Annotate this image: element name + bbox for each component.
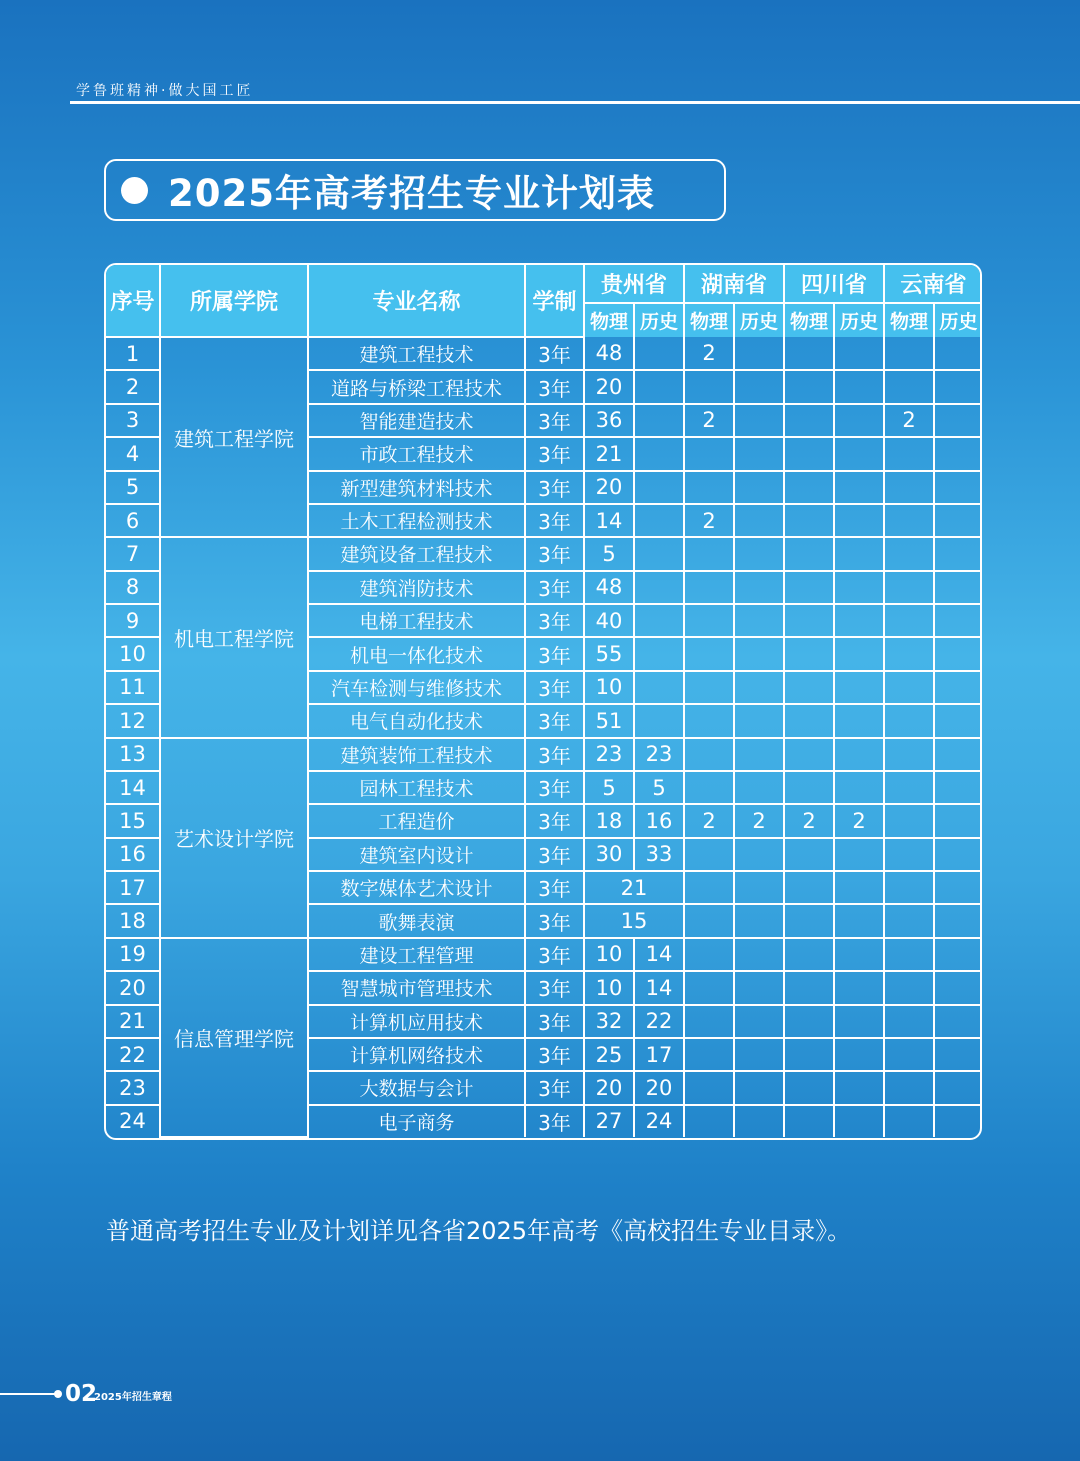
cell-yn_ls	[934, 337, 982, 370]
cell-hn_ls	[734, 1105, 784, 1137]
cell-duration: 3年	[525, 571, 584, 604]
cell-hn_wl	[684, 738, 734, 771]
cell-guizhou-history: 14	[634, 971, 684, 1004]
cell-guizhou-physics: 48	[584, 571, 634, 604]
cell-major: 建设工程管理	[308, 938, 525, 971]
cell-hn_ls	[734, 704, 784, 737]
cell-yn_ls	[934, 804, 982, 837]
cell-sc_ls	[834, 1038, 884, 1071]
cell-sc_wl	[784, 771, 834, 804]
cell-hn_wl	[684, 771, 734, 804]
cell-major: 电气自动化技术	[308, 704, 525, 737]
cell-sc_wl	[784, 971, 834, 1004]
bullet-dot-icon	[121, 177, 148, 204]
cell-duration: 3年	[525, 704, 584, 737]
cell-guizhou-history: 24	[634, 1105, 684, 1137]
cell-sc_wl	[784, 571, 834, 604]
cell-yn_ls	[934, 704, 982, 737]
header-divider	[70, 101, 1080, 104]
cell-hn_wl: 2	[684, 804, 734, 837]
cell-sc_ls	[834, 871, 884, 904]
cell-yn_ls	[934, 637, 982, 670]
cell-seq: 22	[106, 1038, 160, 1071]
cell-guizhou-physics: 5	[584, 771, 634, 804]
cell-yn_wl	[884, 471, 934, 504]
cell-major: 智能建造技术	[308, 404, 525, 437]
cell-major: 建筑消防技术	[308, 571, 525, 604]
cell-major: 电子商务	[308, 1105, 525, 1137]
page-title: 2025年高考招生专业计划表	[168, 172, 655, 215]
cell-yn_ls	[934, 771, 982, 804]
cell-hn_wl	[684, 637, 734, 670]
cell-sc_wl	[784, 337, 834, 370]
cell-college: 信息管理学院	[160, 938, 308, 1137]
cell-hn_ls	[734, 370, 784, 403]
cell-guizhou-physics: 20	[584, 1071, 634, 1104]
cell-guizhou-physics: 20	[584, 370, 634, 403]
cell-guizhou-physics: 27	[584, 1105, 634, 1137]
cell-duration: 3年	[525, 504, 584, 537]
cell-major: 机电一体化技术	[308, 637, 525, 670]
cell-guizhou-history	[634, 637, 684, 670]
cell-hn_ls	[734, 1005, 784, 1038]
cell-sc_wl	[784, 838, 834, 871]
cell-major: 数字媒体艺术设计	[308, 871, 525, 904]
header-province-yunnan: 云南省	[884, 265, 982, 303]
cell-major: 工程造价	[308, 804, 525, 837]
cell-major: 道路与桥梁工程技术	[308, 370, 525, 403]
cell-sc_wl	[784, 738, 834, 771]
cell-yn_wl	[884, 938, 934, 971]
cell-hn_wl: 2	[684, 404, 734, 437]
cell-hn_ls	[734, 1071, 784, 1104]
cell-yn_ls	[934, 504, 982, 537]
cell-yn_wl	[884, 637, 934, 670]
cell-seq: 5	[106, 471, 160, 504]
cell-yn_wl	[884, 370, 934, 403]
cell-yn_ls	[934, 471, 982, 504]
cell-hn_wl	[684, 571, 734, 604]
cell-duration: 3年	[525, 671, 584, 704]
cell-yn_wl	[884, 504, 934, 537]
footnote: 普通高考招生专业及计划详见各省2025年高考《高校招生专业目录》。	[106, 1217, 852, 1245]
enrollment-plan-table-container	[104, 263, 982, 1140]
cell-seq: 6	[106, 504, 160, 537]
cell-guizhou-physics: 40	[584, 604, 634, 637]
cell-guizhou-history	[634, 370, 684, 403]
cell-seq: 11	[106, 671, 160, 704]
cell-yn_ls	[934, 537, 982, 570]
cell-guizhou-history	[634, 704, 684, 737]
cell-sc_ls: 2	[834, 804, 884, 837]
cell-seq: 10	[106, 637, 160, 670]
cell-seq: 24	[106, 1105, 160, 1137]
cell-seq: 15	[106, 804, 160, 837]
cell-sc_wl	[784, 871, 834, 904]
cell-sc_ls	[834, 504, 884, 537]
cell-sc_ls	[834, 571, 884, 604]
cell-yn_ls	[934, 604, 982, 637]
cell-yn_ls	[934, 404, 982, 437]
cell-sc_ls	[834, 704, 884, 737]
cell-duration: 3年	[525, 537, 584, 570]
cell-sc_ls	[834, 404, 884, 437]
cell-duration: 3年	[525, 1105, 584, 1137]
cell-guizhou-history	[634, 604, 684, 637]
cell-guizhou-history	[634, 671, 684, 704]
header-major: 专业名称	[308, 265, 525, 337]
cell-yn_ls	[934, 871, 982, 904]
cell-guizhou-physics: 18	[584, 804, 634, 837]
header-province-sichuan: 四川省	[784, 265, 884, 303]
table-row	[106, 537, 982, 570]
cell-sc_ls	[834, 738, 884, 771]
cell-guizhou-physics: 51	[584, 704, 634, 737]
cell-sc_ls	[834, 471, 884, 504]
cell-seq: 13	[106, 738, 160, 771]
cell-sc_wl	[784, 938, 834, 971]
cell-major: 市政工程技术	[308, 437, 525, 470]
cell-seq: 16	[106, 838, 160, 871]
cell-hn_ls	[734, 337, 784, 370]
table-row	[106, 337, 982, 370]
cell-yn_ls	[934, 1105, 982, 1137]
cell-major: 歌舞表演	[308, 904, 525, 937]
header-subject: 物理	[684, 303, 734, 337]
cell-guizhou-physics: 48	[584, 337, 634, 370]
cell-guizhou-history: 16	[634, 804, 684, 837]
cell-guizhou-history	[634, 404, 684, 437]
cell-hn_ls	[734, 738, 784, 771]
cell-yn_wl	[884, 604, 934, 637]
cell-major: 智慧城市管理技术	[308, 971, 525, 1004]
cell-sc_ls	[834, 1005, 884, 1038]
cell-major: 汽车检测与维修技术	[308, 671, 525, 704]
cell-hn_ls	[734, 537, 784, 570]
cell-guizhou-physics: 10	[584, 971, 634, 1004]
cell-guizhou-physics: 32	[584, 1005, 634, 1038]
cell-hn_ls	[734, 471, 784, 504]
cell-yn_wl	[884, 871, 934, 904]
footer-caption: 2025年招生章程	[94, 1392, 172, 1403]
cell-duration: 3年	[525, 471, 584, 504]
cell-yn_wl	[884, 437, 934, 470]
footer-line	[0, 1393, 58, 1395]
cell-duration: 3年	[525, 404, 584, 437]
cell-guizhou-history	[634, 537, 684, 570]
cell-yn_ls	[934, 571, 982, 604]
cell-sc_ls	[834, 1071, 884, 1104]
cell-guizhou-history	[634, 437, 684, 470]
cell-yn_ls	[934, 838, 982, 871]
cell-duration: 3年	[525, 738, 584, 771]
cell-seq: 21	[106, 1005, 160, 1038]
cell-duration: 3年	[525, 337, 584, 370]
cell-guizhou-history: 33	[634, 838, 684, 871]
cell-yn_wl: 2	[884, 404, 934, 437]
cell-sc_ls	[834, 337, 884, 370]
cell-duration: 3年	[525, 771, 584, 804]
cell-seq: 4	[106, 437, 160, 470]
cell-hn_wl	[684, 370, 734, 403]
header-subject: 历史	[734, 303, 784, 337]
cell-hn_wl	[684, 838, 734, 871]
cell-yn_ls	[934, 1038, 982, 1071]
header-seq: 序号	[106, 265, 160, 337]
cell-sc_wl	[784, 1071, 834, 1104]
cell-duration: 3年	[525, 637, 584, 670]
cell-duration: 3年	[525, 1038, 584, 1071]
cell-yn_wl	[884, 804, 934, 837]
cell-yn_ls	[934, 971, 982, 1004]
cell-guizhou-history: 14	[634, 938, 684, 971]
cell-hn_ls	[734, 504, 784, 537]
cell-hn_wl: 2	[684, 337, 734, 370]
cell-sc_wl	[784, 904, 834, 937]
cell-major: 计算机网络技术	[308, 1038, 525, 1071]
cell-sc_wl	[784, 671, 834, 704]
header-subject: 历史	[934, 303, 982, 337]
cell-hn_ls	[734, 938, 784, 971]
cell-hn_wl	[684, 471, 734, 504]
cell-hn_ls	[734, 838, 784, 871]
cell-hn_wl	[684, 1071, 734, 1104]
cell-major: 电梯工程技术	[308, 604, 525, 637]
cell-guizhou-history: 17	[634, 1038, 684, 1071]
cell-sc_ls	[834, 604, 884, 637]
cell-guizhou-physics: 10	[584, 671, 634, 704]
cell-guizhou-history	[634, 337, 684, 370]
header-province-hunan: 湖南省	[684, 265, 784, 303]
cell-duration: 3年	[525, 370, 584, 403]
cell-guizhou-combined: 15	[584, 904, 684, 937]
cell-guizhou-history: 22	[634, 1005, 684, 1038]
cell-duration: 3年	[525, 1005, 584, 1038]
cell-duration: 3年	[525, 904, 584, 937]
cell-sc_wl	[784, 537, 834, 570]
cell-yn_wl	[884, 671, 934, 704]
cell-guizhou-physics: 14	[584, 504, 634, 537]
cell-hn_ls	[734, 637, 784, 670]
cell-sc_ls	[834, 838, 884, 871]
cell-sc_ls	[834, 1105, 884, 1137]
cell-hn_ls: 2	[734, 804, 784, 837]
cell-guizhou-physics: 20	[584, 471, 634, 504]
header-subject: 历史	[634, 303, 684, 337]
cell-guizhou-combined: 21	[584, 871, 684, 904]
cell-seq: 14	[106, 771, 160, 804]
cell-sc_ls	[834, 771, 884, 804]
cell-hn_ls	[734, 571, 784, 604]
cell-yn_wl	[884, 337, 934, 370]
header-college: 所属学院	[160, 265, 308, 337]
cell-sc_wl	[784, 370, 834, 403]
enrollment-plan-table	[106, 265, 982, 1138]
cell-sc_wl	[784, 1005, 834, 1038]
table-row	[106, 738, 982, 771]
cell-seq: 1	[106, 337, 160, 370]
cell-college: 艺术设计学院	[160, 738, 308, 938]
cell-seq: 12	[106, 704, 160, 737]
header-slogan: 学鲁班精神·做大国工匠	[76, 83, 254, 99]
cell-guizhou-physics: 23	[584, 738, 634, 771]
cell-guizhou-physics: 55	[584, 637, 634, 670]
cell-major: 计算机应用技术	[308, 1005, 525, 1038]
cell-sc_wl	[784, 404, 834, 437]
header-province-guizhou: 贵州省	[584, 265, 684, 303]
cell-hn_wl: 2	[684, 504, 734, 537]
cell-yn_ls	[934, 904, 982, 937]
cell-yn_ls	[934, 370, 982, 403]
cell-sc_ls	[834, 537, 884, 570]
cell-yn_wl	[884, 537, 934, 570]
cell-hn_wl	[684, 904, 734, 937]
cell-duration: 3年	[525, 871, 584, 904]
footer-dot-icon	[54, 1390, 62, 1398]
cell-yn_ls	[934, 738, 982, 771]
cell-hn_wl	[684, 938, 734, 971]
cell-guizhou-history	[634, 571, 684, 604]
cell-yn_wl	[884, 1038, 934, 1071]
cell-sc_wl	[784, 637, 834, 670]
cell-yn_wl	[884, 1071, 934, 1104]
cell-yn_wl	[884, 771, 934, 804]
cell-guizhou-history: 23	[634, 738, 684, 771]
cell-duration: 3年	[525, 437, 584, 470]
cell-seq: 3	[106, 404, 160, 437]
cell-yn_ls	[934, 1005, 982, 1038]
cell-yn_wl	[884, 571, 934, 604]
cell-hn_wl	[684, 1038, 734, 1071]
cell-hn_wl	[684, 671, 734, 704]
cell-guizhou-history	[634, 504, 684, 537]
cell-hn_ls	[734, 904, 784, 937]
cell-hn_ls	[734, 1038, 784, 1071]
cell-seq: 23	[106, 1071, 160, 1104]
cell-seq: 18	[106, 904, 160, 937]
cell-major: 建筑装饰工程技术	[308, 738, 525, 771]
cell-sc_wl	[784, 604, 834, 637]
cell-yn_wl	[884, 1005, 934, 1038]
cell-major: 园林工程技术	[308, 771, 525, 804]
table-body	[106, 337, 982, 1137]
cell-duration: 3年	[525, 971, 584, 1004]
cell-sc_ls	[834, 637, 884, 670]
cell-hn_wl	[684, 437, 734, 470]
cell-sc_wl	[784, 471, 834, 504]
header-subject: 物理	[784, 303, 834, 337]
cell-major: 建筑工程技术	[308, 337, 525, 370]
cell-hn_wl	[684, 971, 734, 1004]
cell-major: 新型建筑材料技术	[308, 471, 525, 504]
cell-hn_wl	[684, 1005, 734, 1038]
cell-yn_wl	[884, 904, 934, 937]
cell-sc_ls	[834, 671, 884, 704]
cell-guizhou-physics: 21	[584, 437, 634, 470]
cell-hn_ls	[734, 404, 784, 437]
cell-major: 大数据与会计	[308, 1071, 525, 1104]
cell-sc_wl	[784, 504, 834, 537]
cell-sc_wl	[784, 1038, 834, 1071]
cell-seq: 20	[106, 971, 160, 1004]
cell-yn_wl	[884, 838, 934, 871]
page-number: 02	[65, 1381, 98, 1407]
cell-yn_wl	[884, 1105, 934, 1137]
cell-duration: 3年	[525, 604, 584, 637]
cell-sc_wl: 2	[784, 804, 834, 837]
cell-sc_ls	[834, 904, 884, 937]
cell-college: 机电工程学院	[160, 537, 308, 737]
cell-seq: 7	[106, 537, 160, 570]
cell-hn_wl	[684, 1105, 734, 1137]
cell-sc_wl	[784, 1105, 834, 1137]
cell-sc_ls	[834, 971, 884, 1004]
cell-guizhou-history	[634, 471, 684, 504]
cell-college: 建筑工程学院	[160, 337, 308, 537]
cell-duration: 3年	[525, 938, 584, 971]
cell-sc_ls	[834, 370, 884, 403]
cell-major: 建筑设备工程技术	[308, 537, 525, 570]
cell-sc_ls	[834, 938, 884, 971]
cell-sc_ls	[834, 437, 884, 470]
cell-hn_ls	[734, 604, 784, 637]
cell-seq: 9	[106, 604, 160, 637]
cell-seq: 8	[106, 571, 160, 604]
cell-hn_wl	[684, 871, 734, 904]
cell-yn_ls	[934, 437, 982, 470]
cell-hn_ls	[734, 437, 784, 470]
cell-yn_ls	[934, 1071, 982, 1104]
cell-yn_wl	[884, 971, 934, 1004]
cell-guizhou-physics: 36	[584, 404, 634, 437]
cell-hn_ls	[734, 671, 784, 704]
cell-duration: 3年	[525, 1071, 584, 1104]
cell-sc_wl	[784, 437, 834, 470]
cell-guizhou-history: 5	[634, 771, 684, 804]
header-subject: 历史	[834, 303, 884, 337]
cell-guizhou-physics: 10	[584, 938, 634, 971]
cell-hn_ls	[734, 771, 784, 804]
cell-guizhou-physics: 25	[584, 1038, 634, 1071]
header-subject: 物理	[584, 303, 634, 337]
cell-hn_ls	[734, 971, 784, 1004]
cell-guizhou-history: 20	[634, 1071, 684, 1104]
cell-yn_wl	[884, 738, 934, 771]
cell-seq: 17	[106, 871, 160, 904]
table-row	[106, 938, 982, 971]
cell-hn_wl	[684, 704, 734, 737]
cell-yn_ls	[934, 938, 982, 971]
cell-seq: 2	[106, 370, 160, 403]
cell-major: 建筑室内设计	[308, 838, 525, 871]
cell-hn_wl	[684, 537, 734, 570]
title-banner	[104, 159, 726, 221]
cell-yn_wl	[884, 704, 934, 737]
cell-yn_ls	[934, 671, 982, 704]
cell-major: 土木工程检测技术	[308, 504, 525, 537]
header-duration: 学制	[525, 265, 584, 337]
cell-hn_wl	[684, 604, 734, 637]
cell-hn_ls	[734, 871, 784, 904]
cell-duration: 3年	[525, 804, 584, 837]
cell-sc_wl	[784, 704, 834, 737]
cell-seq: 19	[106, 938, 160, 971]
cell-duration: 3年	[525, 838, 584, 871]
cell-guizhou-physics: 5	[584, 537, 634, 570]
header-subject: 物理	[884, 303, 934, 337]
cell-guizhou-physics: 30	[584, 838, 634, 871]
